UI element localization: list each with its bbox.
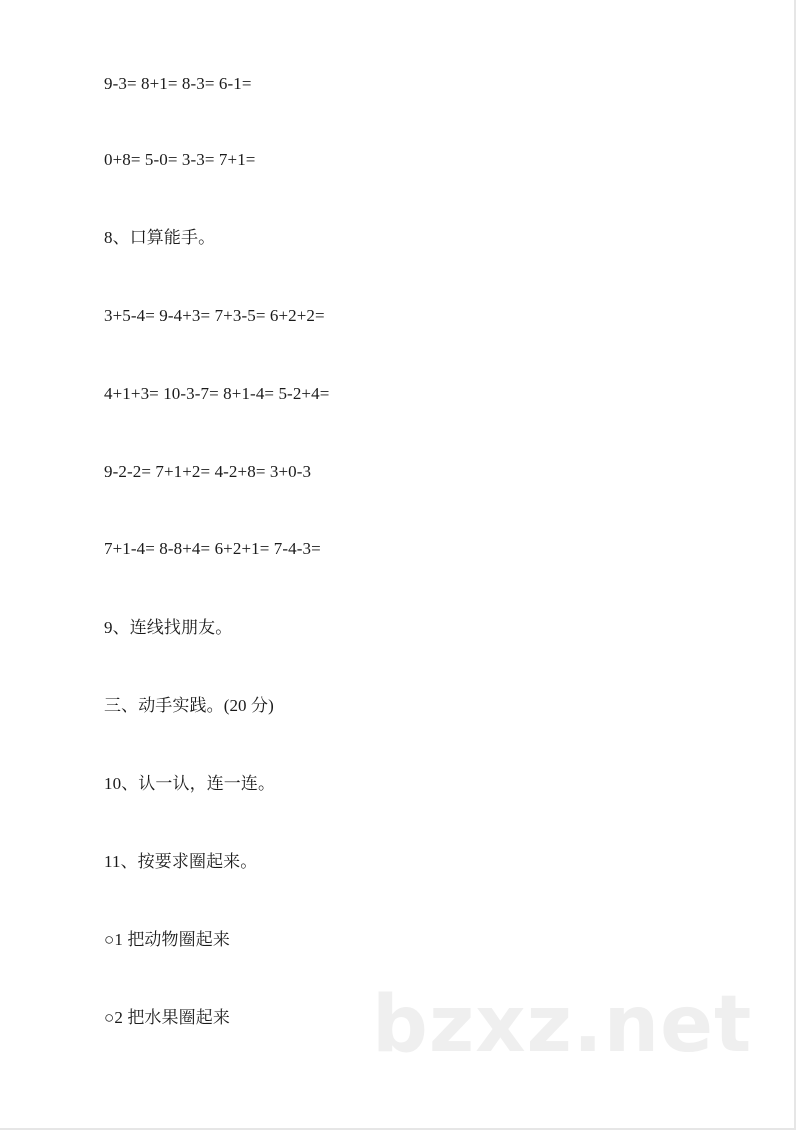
equation-row-4: 4+1+3= 10-3-7= 8+1-4= 5-2+4=	[104, 384, 330, 403]
question-9-heading: 9、连线找朋友。	[104, 618, 233, 637]
section-3-heading: 三、动手实践。(20 分)	[104, 696, 274, 715]
question-8-heading: 8、口算能手。	[104, 228, 216, 247]
question-11-item-2: ○2 把水果圈起来	[104, 1008, 230, 1027]
equation-row-6: 7+1-4= 8-8+4= 6+2+1= 7-4-3=	[104, 539, 321, 558]
equation-row-2: 0+8= 5-0= 3-3= 7+1=	[104, 150, 256, 169]
equation-row-5: 9-2-2= 7+1+2= 4-2+8= 3+0-3	[104, 462, 312, 481]
equation-row-1: 9-3= 8+1= 8-3= 6-1=	[104, 74, 252, 93]
site-watermark: bzxz.net	[372, 980, 753, 1070]
question-11-item-1: ○1 把动物圈起来	[104, 930, 230, 949]
equation-row-3: 3+5-4= 9-4+3= 7+3-5= 6+2+2=	[104, 306, 325, 325]
question-11-heading: 11、按要求圈起来。	[104, 852, 258, 871]
question-10-heading: 10、认一认，连一连。	[104, 774, 276, 793]
